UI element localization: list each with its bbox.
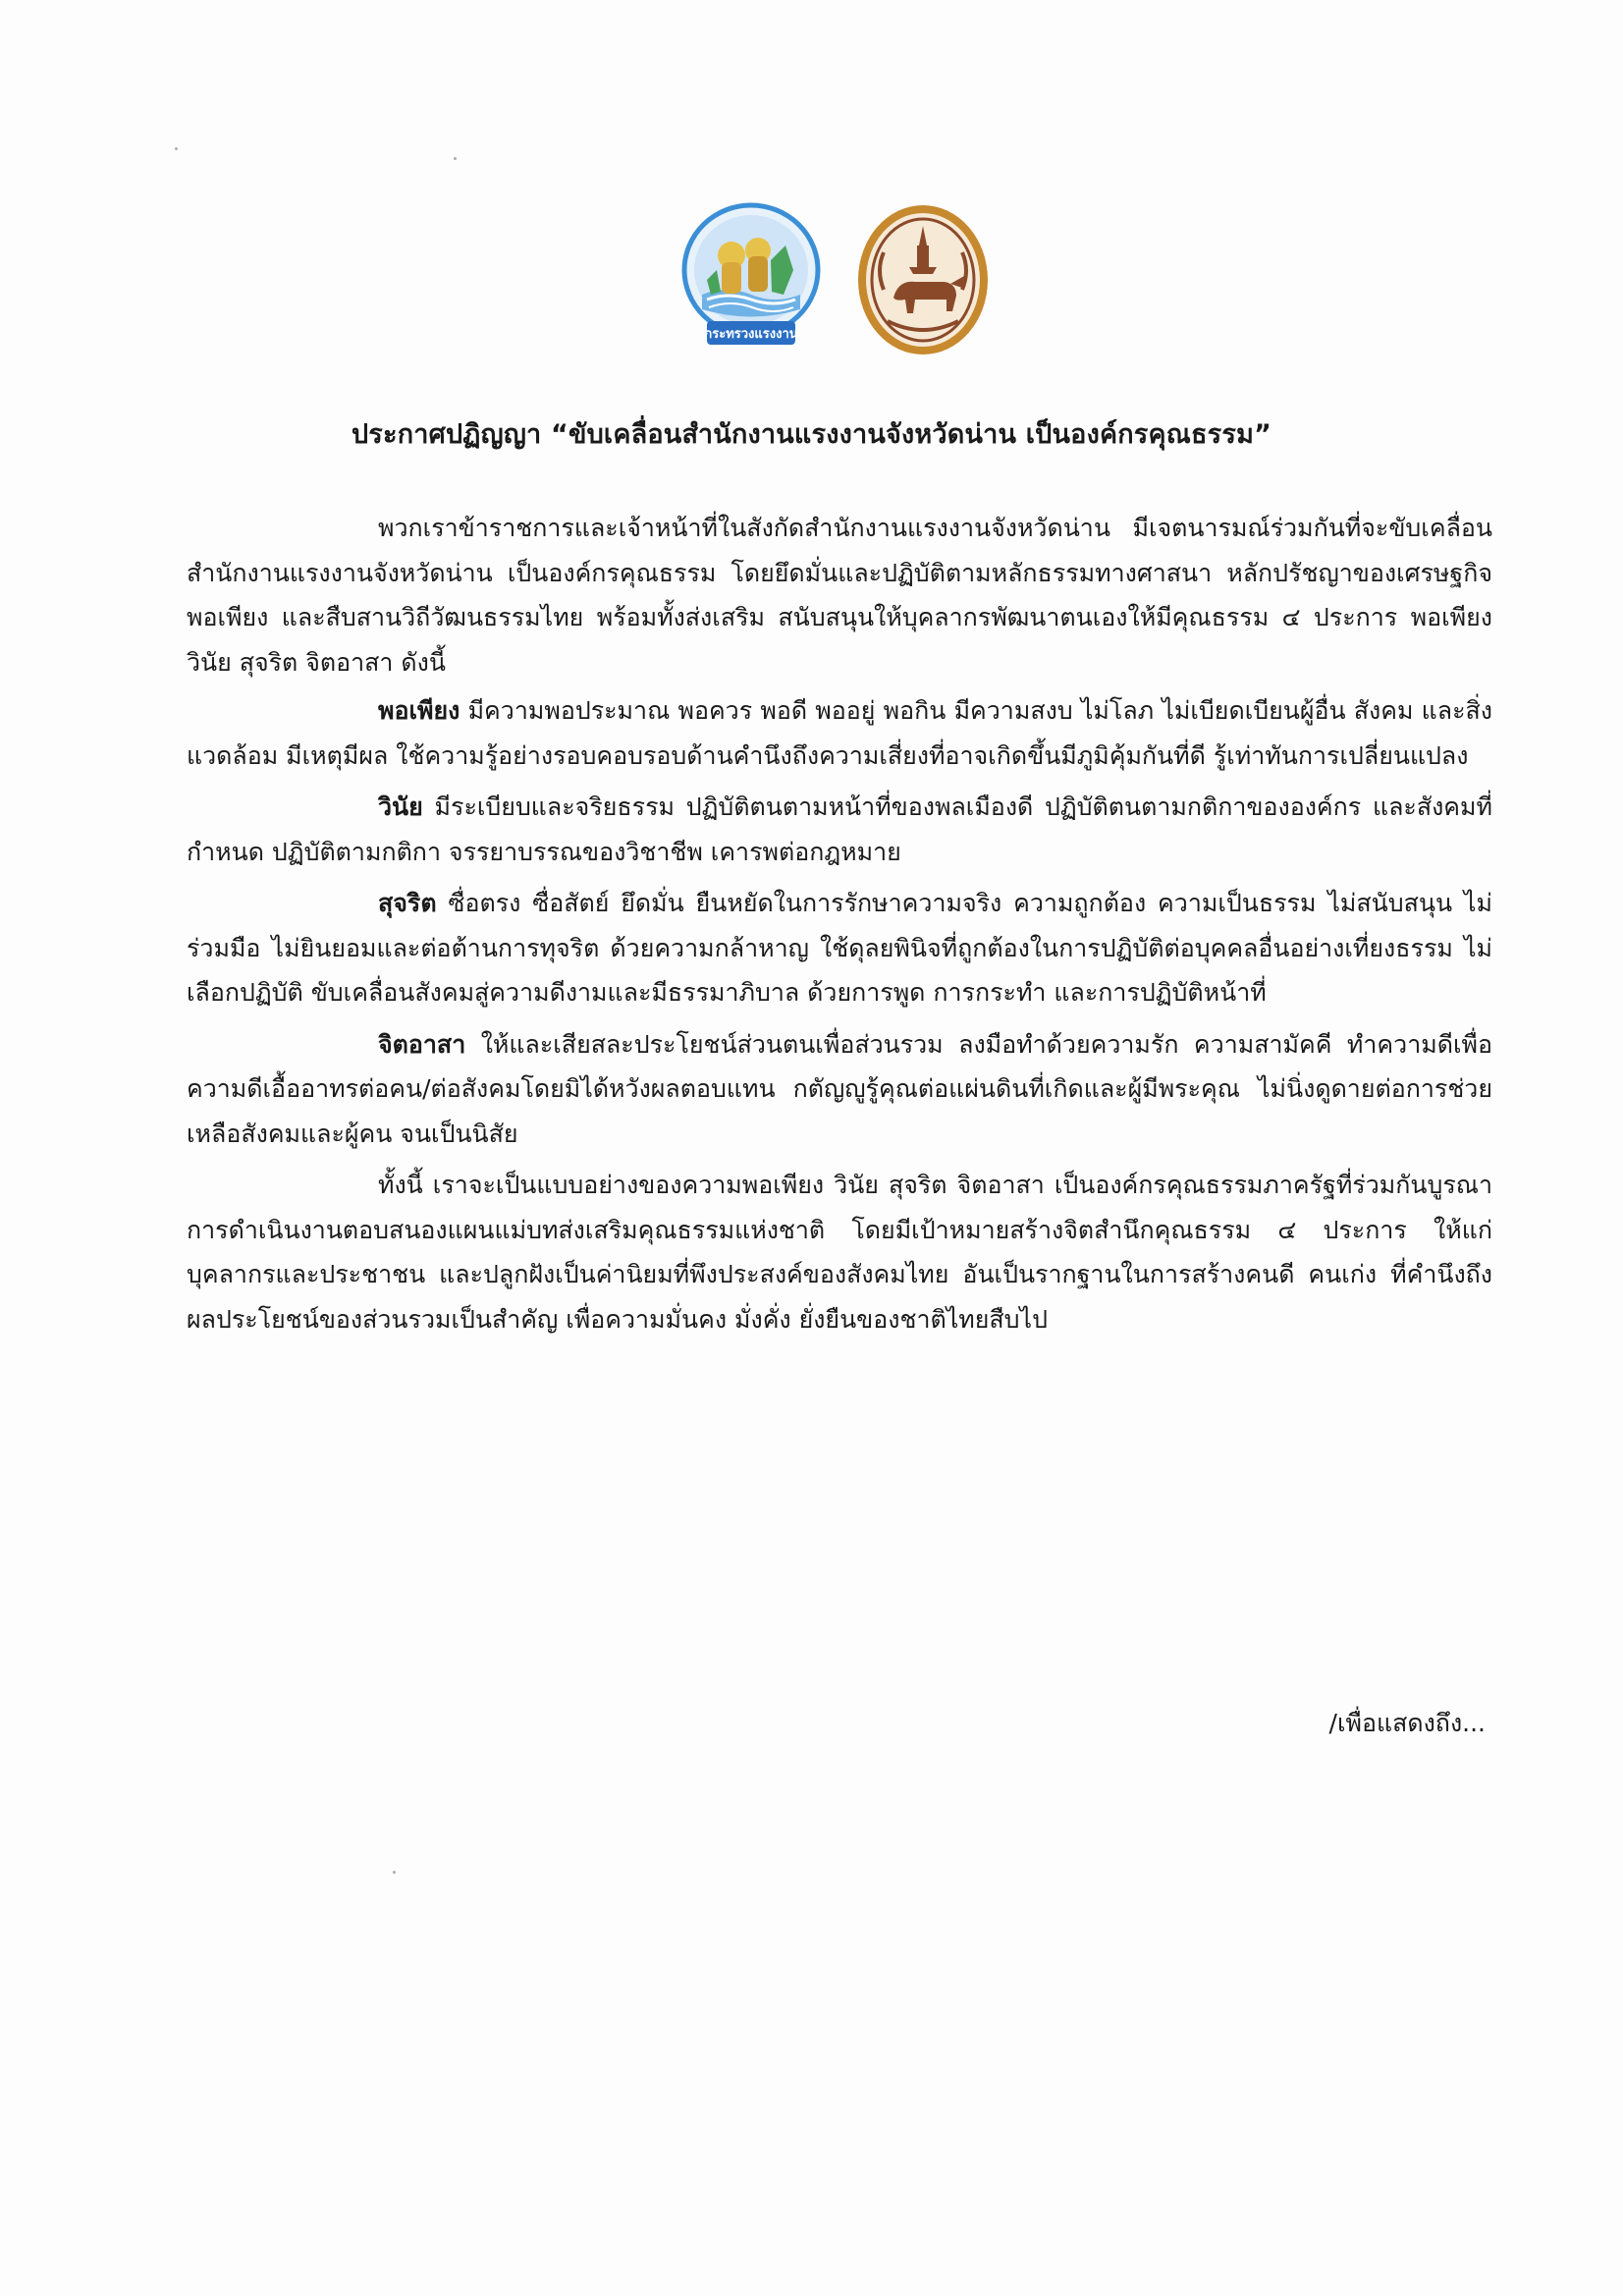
virtue-text: มีความพอประมาณ พอควร พอดี พออยู่ พอกิน มีความสงบ ไม่โลภ ไม่เบียดเบียนผู้อื่น สังคม และสิ่งแวดล้อม มีเหตุมีผล ใช้ความรู้อย่างรอบคอบรอบด้านคำนึงถึงความเสี่ยงที่อาจเกิดขึ้นมีภูมิคุ้มกันที่ดี รู้เท่าทันการเปลี่ยนแปลง xyxy=(187,696,1492,770)
document-title: ประกาศปฏิญญา “ขับเคลื่อนสำนักงานแรงงานจังหวัดน่าน เป็นองค์กรคุณธรรม” xyxy=(351,419,1272,450)
scan-speck xyxy=(454,157,457,160)
virtue-term: วินัย xyxy=(378,793,423,821)
virtue-term: สุจริต xyxy=(378,889,437,917)
virtue-paragraph-honesty xyxy=(187,881,1492,1015)
logo-row xyxy=(0,201,1623,373)
virtue-paragraph-volunteer xyxy=(187,1022,1492,1157)
ministry-of-labour-logo xyxy=(677,201,825,349)
logo-labor-text: กระทรวงแรงงาน xyxy=(704,327,798,342)
scan-speck xyxy=(175,147,178,150)
virtue-text: มีระเบียบและจริยธรรม ปฏิบัติตนตามหน้าที่ของพลเมืองดี ปฏิบัติตนตามกติกาขององค์กร และสังคมที่กำหนด ปฏิบัติตามกติกา จรรยาบรรณของวิชาชีพ เคารพต่อกฎหมาย xyxy=(187,793,1492,866)
nan-province-seal xyxy=(854,201,992,358)
scan-speck xyxy=(393,1871,396,1874)
document-body xyxy=(187,506,1492,1341)
paragraph-gap xyxy=(187,874,1492,881)
virtue-term: พอเพียง xyxy=(378,696,460,725)
virtue-text: ให้และเสียสละประโยชน์ส่วนตนเพื่อส่วนรวม ลงมือทำด้วยความรัก ความสามัคคี ทำความดีเพื่อความดีเอื้ออาทรต่อคน/ต่อสังคมโดยมิได้หวังผลตอบแทน กตัญญูรู้คุณต่อแผ่นดินที่เกิดและผู้มีพระคุณ ไม่นิ่งดูดายต่อการช่วยเหลือสังคมและผู้คน จนเป็นนิสัย xyxy=(187,1029,1492,1148)
virtue-paragraph-discipline xyxy=(187,785,1492,874)
closing-paragraph: ทั้งนี้ เราจะเป็นแบบอย่างของความพอเพียง วินัย สุจริต จิตอาสา เป็นองค์กรคุณธรรมภาครัฐที่ร่วมกันบูรณาการดำเนินงานตอบสนองแผนแม่บทส่งเสริมคุณธรรมแห่งชาติ โดยมีเป้าหมายสร้างจิตสำนึกคุณธรรม ๔ ประการ ให้แก่บุคลากรและประชาชน และปลูกฝังเป็นค่านิยมที่พึงประสงค์ของสังคมไทย อันเป็นรากฐานในการสร้างคนดี คนเก่ง ที่คำนึงถึงผลประโยชน์ของส่วนรวมเป็นสำคัญ เพื่อความมั่นคง มั่งคั่ง ยั่งยืนของชาติไทยสืบไป xyxy=(187,1171,1492,1334)
virtue-paragraph-sufficiency xyxy=(187,688,1492,778)
intro-paragraph: พวกเราข้าราชการและเจ้าหน้าที่ในสังกัดสำนักงานแรงงานจังหวัดน่าน มีเจตนารมณ์ร่วมกันที่จะขับเคลื่อนสำนักงานแรงงานจังหวัดน่าน เป็นองค์กรคุณธรรม โดยยึดมั่นและปฏิบัติตามหลักธรรมทางศาสนา หลักปรัชญาของเศรษฐกิจพอเพียง และสืบสานวิถีวัฒนธรรมไทย พร้อมทั้งส่งเสริม สนับสนุนให้บุคลากรพัฒนาตนเองให้มีคุณธรรม ๔ ประการ พอเพียง วินัย สุจริต จิตอาสา ดังนี้ xyxy=(187,514,1492,677)
virtue-term: จิตอาสา xyxy=(378,1029,466,1059)
paragraph-gap xyxy=(187,1156,1492,1163)
paragraph-gap xyxy=(187,778,1492,785)
virtue-text: ซื่อตรง ซื่อสัตย์ ยึดมั่น ยืนหยัดในการรักษาความจริง ความถูกต้อง ความเป็นธรรม ไม่สนับสนุน ไม่ร่วมมือ ไม่ยินยอมและต่อต้านการทุจริต ด้วยความกล้าหาญ ใช้ดุลยพินิจที่ถูกต้องในการปฏิบัติต่อบุคคลอื่นอย่างเที่ยงธรรม ไม่เลือกปฏิบัติ ขับเคลื่อนสังคมสู่ความดีงามและมีธรรมาภิบาล ด้วยการพูด การกระทำ และการปฏิบัติหน้าที่ xyxy=(187,889,1492,1007)
paragraph-gap xyxy=(187,1015,1492,1022)
continuation-note: /เพื่อแสดงถึง... xyxy=(1328,1709,1486,1737)
